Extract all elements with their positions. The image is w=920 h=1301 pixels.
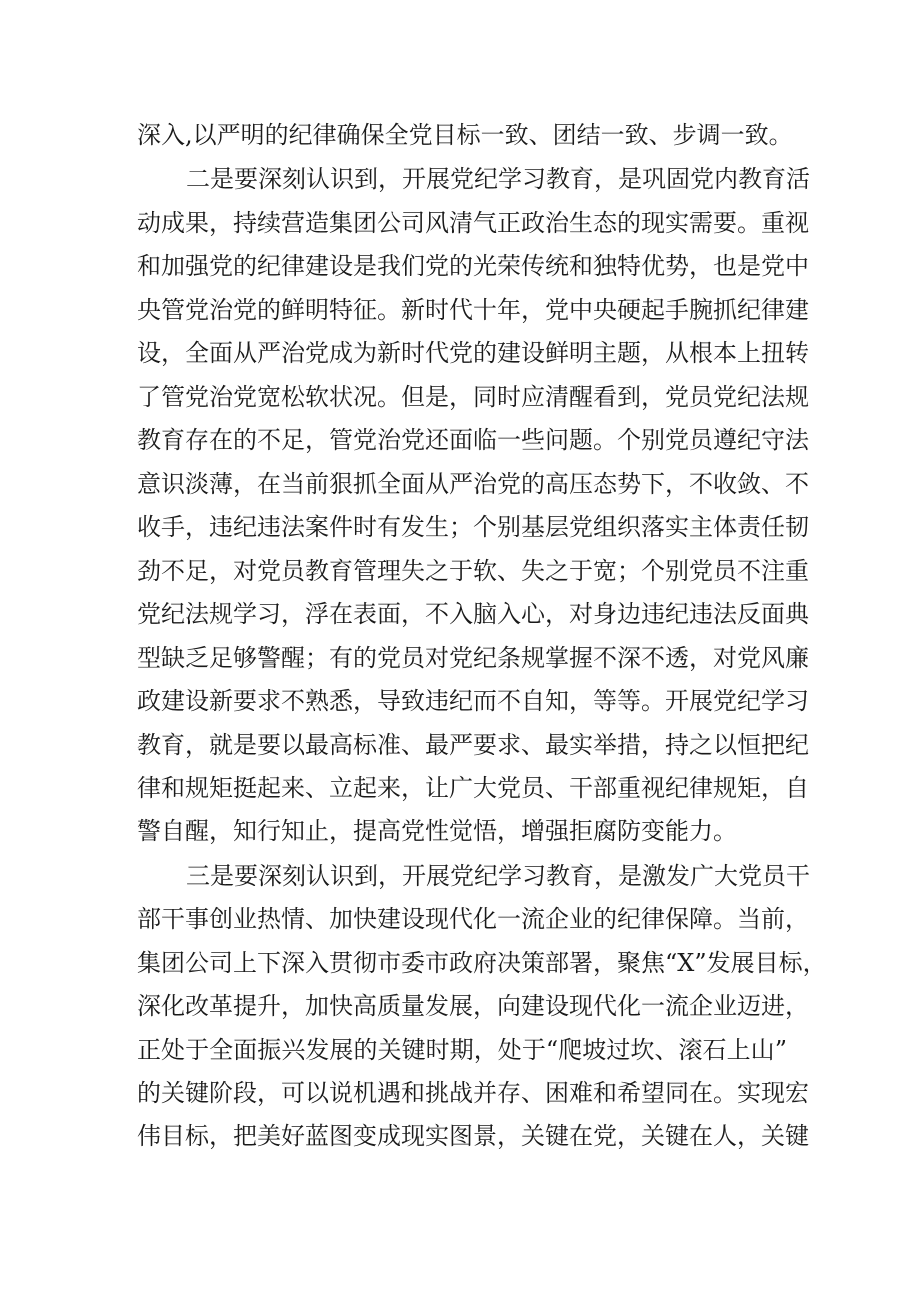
paragraph-line: 和加强党的纪律建设是我们党的光荣传统和独特优势，也是党中 [137, 252, 809, 280]
paragraph-line: 劲不足，对党员教育管理失之于软、失之于宽；个别党员不注重 [137, 557, 809, 585]
paragraph-line: 的关键阶段，可以说机遇和挑战并存、困难和希望同在。实现宏 [137, 1079, 809, 1107]
paragraph-line: 动成果，持续营造集团公司风清气正政治生态的现实需要。重视 [137, 209, 809, 237]
paragraph-line: 设，全面从严治党成为新时代党的建设鲜明主题，从根本上扭转 [137, 339, 809, 367]
paragraph-line: 深化改革提升，加快高质量发展，向建设现代化一流企业迈进， [137, 992, 809, 1020]
paragraph-line: 律和规矩挺起来、立起来，让广大党员、干部重视纪律规矩，自 [137, 774, 809, 802]
paragraph-line: 三是要深刻认识到，开展党纪学习教育，是激发广大党员干 [186, 862, 810, 890]
paragraph-line: 意识淡薄，在当前狠抓全面从严治党的高压态势下，不收敛、不 [137, 470, 809, 498]
paragraph-line: 政建设新要求不熟悉，导致违纪而不自知，等等。开展党纪学习 [137, 687, 809, 715]
paragraph-line: 了管党治党宽松软状况。但是，同时应清醒看到，党员党纪法规 [137, 383, 809, 411]
paragraph-line: 型缺乏足够警醒；有的党员对党纪条规掌握不深不透，对党风廉 [137, 644, 809, 672]
paragraph-line: 深入,以严明的纪律确保全党目标一致、团结一致、步调一致。 [137, 121, 793, 149]
paragraph-line: 警自醒，知行知止，提高党性觉悟，增强拒腐防变能力。 [137, 817, 737, 845]
paragraph-line: 党纪法规学习，浮在表面，不入脑入心，对身边违纪违法反面典 [137, 600, 809, 628]
paragraph-line: 伟目标，把美好蓝图变成现实图景，关键在党，关键在人，关键 [137, 1122, 809, 1150]
paragraph-line: 正处于全面振兴发展的关键时期，处于“爬坡过坎、滚石上山” [137, 1036, 787, 1064]
paragraph-line: 央管党治党的鲜明特征。新时代十年，党中央硬起手腕抓纪律建 [137, 296, 809, 324]
paragraph-line: 二是要深刻认识到，开展党纪学习教育，是巩固党内教育活 [186, 165, 810, 193]
paragraph-line: 教育存在的不足，管党治党还面临一些问题。个别党员遵纪守法 [137, 426, 809, 454]
paragraph-line: 部干事创业热情、加快建设现代化一流企业的纪律保障。当前， [137, 905, 809, 933]
paragraph-line: 收手，违纪违法案件时有发生；个别基层党组织落实主体责任韧 [137, 513, 809, 541]
paragraph-line: 集团公司上下深入贯彻市委市政府决策部署，聚焦“X”发展目标， [137, 949, 827, 977]
paragraph-line: 教育，就是要以最高标准、最严要求、最实举措，持之以恒把纪 [137, 731, 809, 759]
